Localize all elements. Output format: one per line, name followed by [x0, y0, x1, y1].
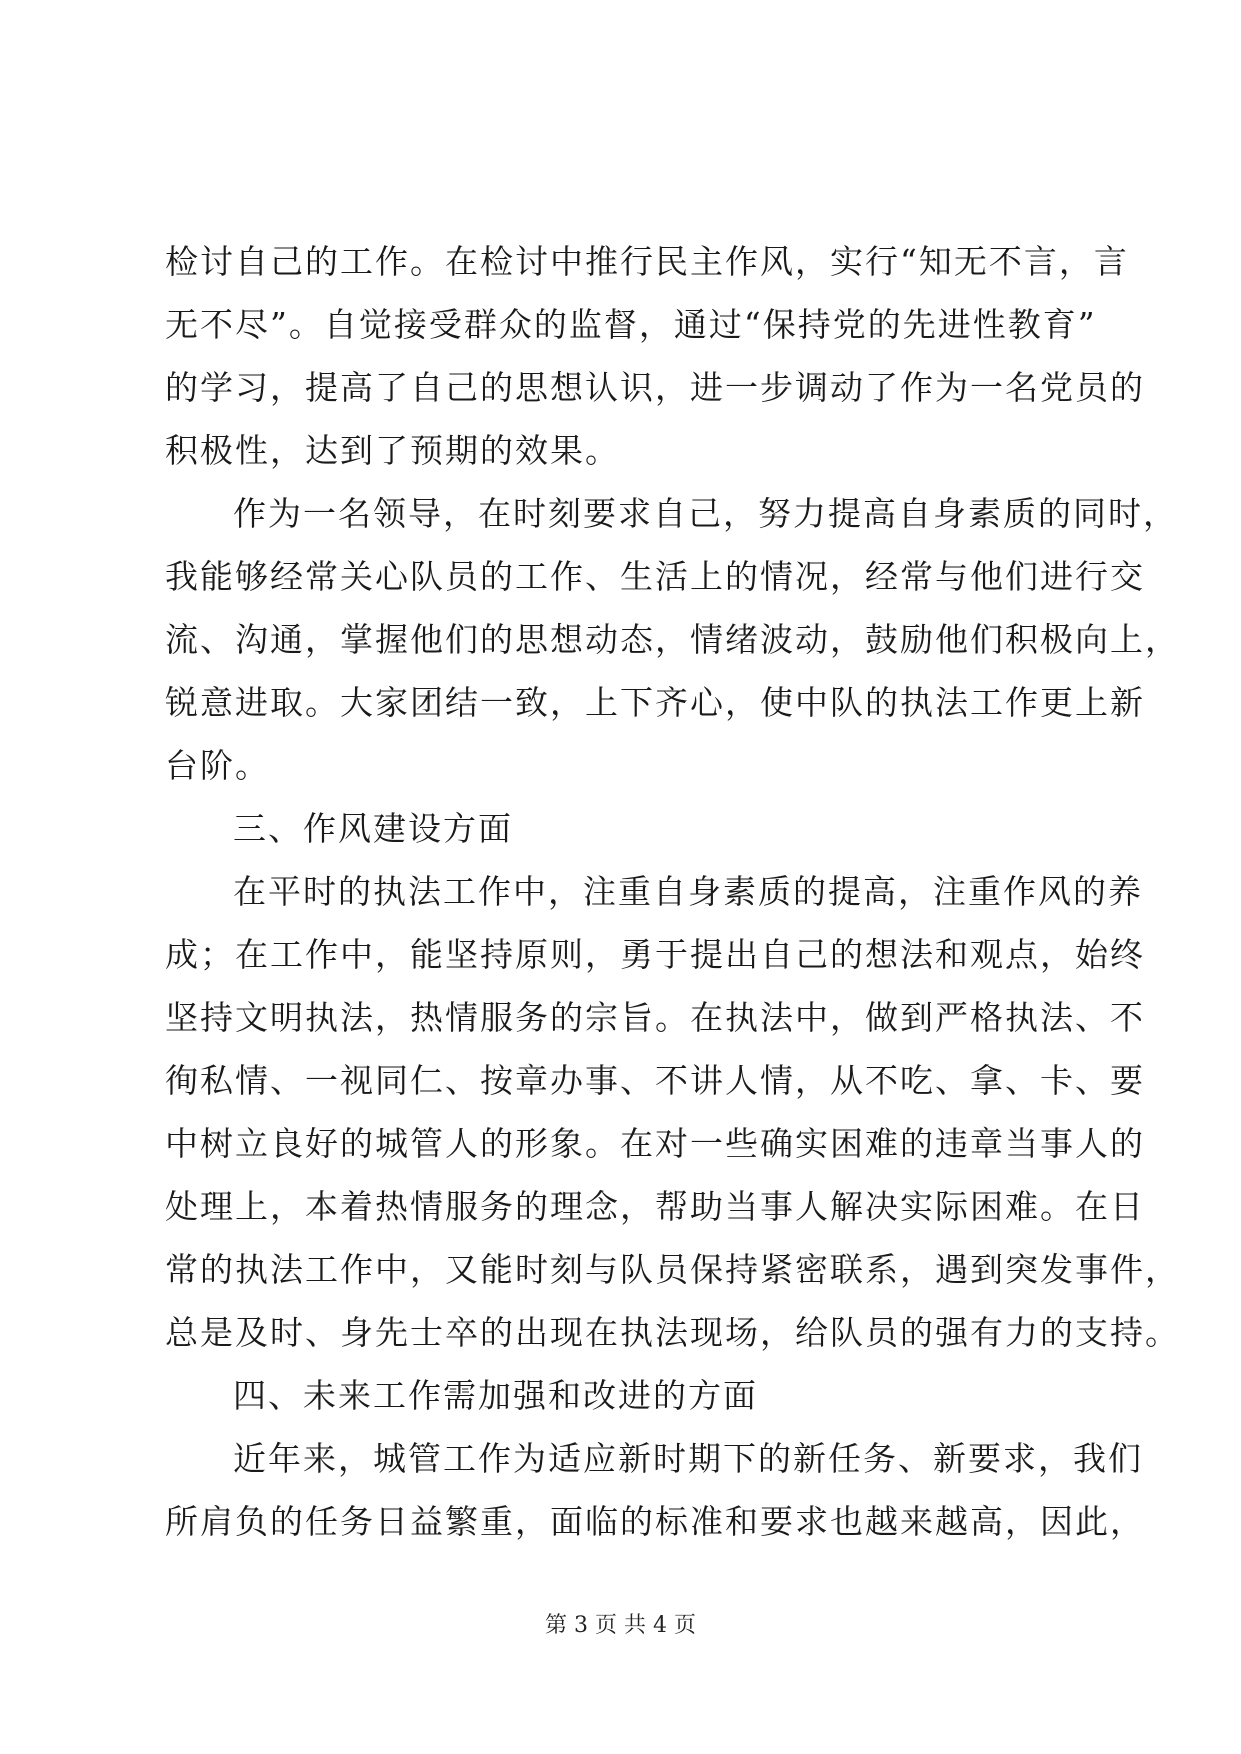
- document-body: [165, 230, 1180, 1553]
- text-line: 的学习，提高了自己的思想认识，进一步调动了作为一名党员的: [165, 368, 1145, 407]
- text-line: 台阶。: [165, 746, 270, 785]
- text-line: 积极性，达到了预期的效果。: [165, 431, 620, 470]
- section-heading: 四、未来工作需加强和改进的方面: [233, 1376, 758, 1415]
- text-line: 徇私情、一视同仁、按章办事、不讲人情，从不吃、拿、卡、要: [165, 1061, 1145, 1100]
- text-line: 常的执法工作中，又能时刻与队员保持紧密联系，遇到突发事件，: [165, 1250, 1180, 1289]
- text-line: 处理上，本着热情服务的理念，帮助当事人解决实际困难。在日: [165, 1187, 1145, 1226]
- paragraph-first-line: 近年来，城管工作为适应新时期下的新任务、新要求，我们: [233, 1439, 1143, 1478]
- paragraph-first-line: 在平时的执法工作中，注重自身素质的提高，注重作风的养: [233, 872, 1143, 911]
- text-line: 成；在工作中，能坚持原则，勇于提出自己的想法和观点，始终: [165, 935, 1145, 974]
- text-line: 坚持文明执法，热情服务的宗旨。在执法中，做到严格执法、不: [165, 998, 1145, 1037]
- text-line: 我能够经常关心队员的工作、生活上的情况，经常与他们进行交: [165, 557, 1145, 596]
- paragraph-first-line: 作为一名领导，在时刻要求自己，努力提高自身素质的同时，: [233, 494, 1178, 533]
- text-line: 无不尽”。自觉接受群众的监督，通过“保持党的先进性教育”: [165, 305, 1097, 344]
- section-heading: 三、作风建设方面: [233, 809, 513, 848]
- text-line: 检讨自己的工作。在检讨中推行民主作风，实行“知无不言，言: [165, 242, 1129, 281]
- text-line: 中树立良好的城管人的形象。在对一些确实困难的违章当事人的: [165, 1124, 1145, 1163]
- text-line: 所肩负的任务日益繁重，面临的标准和要求也越来越高，因此，: [165, 1502, 1145, 1541]
- text-line: 流、沟通，掌握他们的思想动态，情绪波动，鼓励他们积极向上，: [165, 620, 1180, 659]
- page-number-footer: 第 3 页 共 4 页: [545, 1613, 696, 1638]
- text-line: 锐意进取。大家团结一致，上下齐心，使中队的执法工作更上新: [165, 683, 1145, 722]
- text-line: 总是及时、身先士卒的出现在执法现场，给队员的强有力的支持。: [165, 1313, 1180, 1352]
